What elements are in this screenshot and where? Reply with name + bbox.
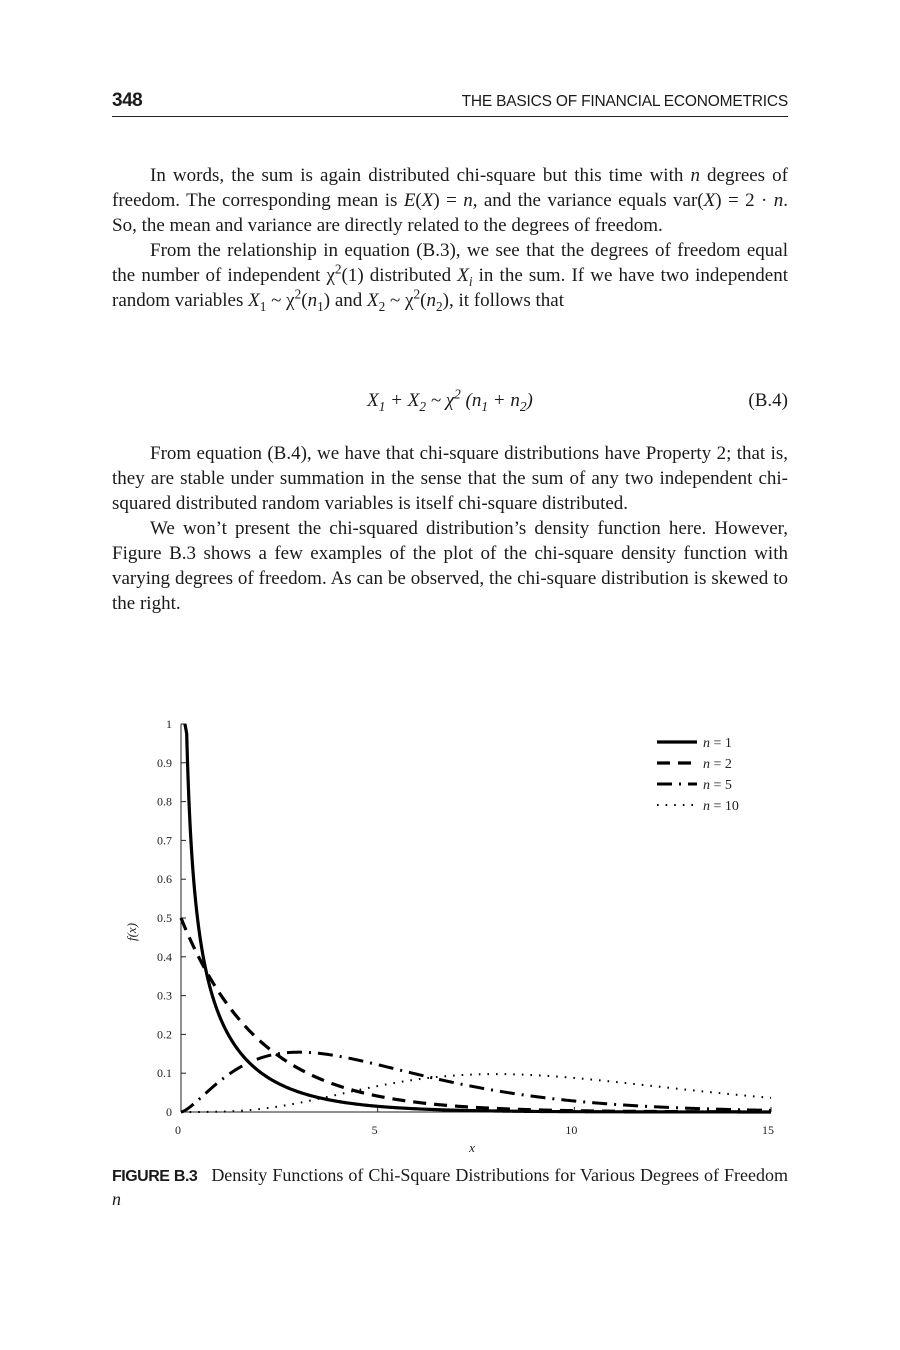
- y-tick-label: 0.3: [157, 988, 172, 1003]
- equation-number: (B.4): [748, 390, 788, 411]
- text-block-upper: [112, 163, 788, 313]
- y-tick-label: 0.6: [157, 872, 172, 887]
- x-tick-label: 5: [371, 1123, 378, 1137]
- y-tick-label: 0.8: [157, 794, 172, 809]
- legend-label-n10: n = 10: [703, 799, 739, 814]
- paragraph-2: From the relationship in equation (B.3), we see that the degrees of freedom equal the number of independent $\chi^2(1)$ distributed $X_i$ in the sum. If we have two independent random variables $X_1$ ~ $\chi^2(n_1)$ and $X_2$ ~ $\chi^2(n_2)$, it follows that: [112, 240, 788, 314]
- y-tick-label: 0.5: [157, 911, 172, 925]
- chi-square-density-chart: [112, 712, 788, 1158]
- y-tick-label: 0.4: [157, 949, 172, 964]
- y-tick-label: 0.1: [157, 1066, 172, 1081]
- x-axis-title: x: [469, 1140, 475, 1155]
- series-line-n2: [181, 918, 771, 1112]
- paragraph-4: We won’t present the chi-squared distribution’s density function here. However, Figure B.3 shows a few examples of the plot of the chi-square density function with varying degrees of freedom. As can be observed, the chi-square distribution is skewed to the right.: [112, 518, 788, 614]
- equation-b4: [112, 386, 788, 418]
- page-number: 348: [112, 90, 143, 111]
- figure-label: FIGURE B.3: [112, 1168, 198, 1185]
- y-tick-label: 0: [166, 1105, 172, 1119]
- x-tick-label: 10: [565, 1123, 578, 1137]
- y-tick-label: 1: [166, 717, 172, 731]
- running-header: [112, 88, 788, 117]
- legend-label-n2: n = 2: [703, 757, 732, 772]
- legend-label-n5: n = 5: [703, 778, 732, 793]
- x-tick-label: 0: [175, 1123, 181, 1137]
- paragraph-3: From equation (B.4), we have that chi-square distributions have Property 2; that is, they are stable under summation in the sense that the sum of any two independent chi-squared distributed random variables is itself chi-square distributed.: [112, 443, 788, 514]
- legend-label-n1: n = 1: [703, 736, 732, 751]
- running-title: THE BASICS OF FINANCIAL ECONOMETRICS: [461, 93, 788, 110]
- y-tick-label: 0.7: [157, 833, 172, 848]
- x-tick-label: 15: [762, 1123, 774, 1137]
- equation-expression: $X_1 + X_2$ ~ $\chi^2$ $(n_1 + n_2)$: [367, 386, 533, 414]
- y-tick-label: 0.2: [157, 1027, 172, 1042]
- series-line-n1: [185, 724, 771, 1112]
- text-block-lower: [112, 441, 788, 616]
- figure-caption: [112, 1164, 788, 1211]
- paragraph-1: In words, the sum is again distributed chi-square but this time with n degrees of freedom. The corresponding mean is E(X) = n, and the variance equals var(X) = 2 · n. So, the mean and variance are directly related to the degrees of freedom.: [112, 165, 788, 236]
- series-line-n5: [181, 1052, 771, 1112]
- caption-variable: n: [112, 1189, 121, 1209]
- y-axis-title: f(x): [124, 922, 139, 942]
- y-tick-label: 0.9: [157, 755, 172, 770]
- caption-text: Density Functions of Chi-Square Distributions for Various Degrees of Freedom: [211, 1165, 788, 1185]
